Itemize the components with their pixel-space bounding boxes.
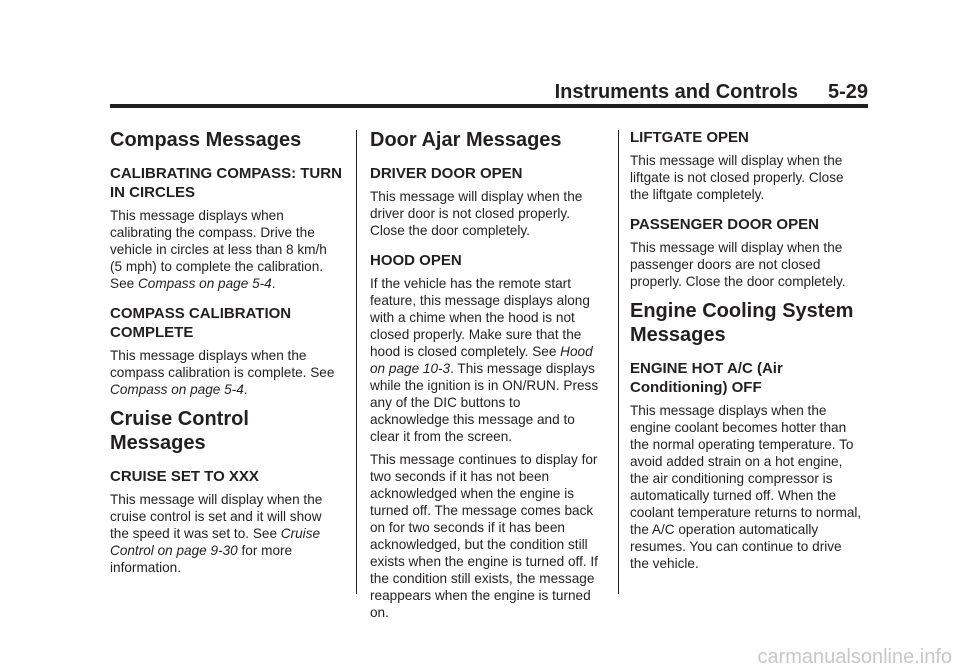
column-3 — [630, 120, 862, 578]
compass-page-link[interactable]: Compass on page 5-4 — [137, 276, 272, 291]
hood-open-text-continued: This message continues to display for two seconds if it has not been acknowledged when the engine is turned off. The message comes back on for two seconds if it has been acknowledged, but the condition still exists when the engine is turned off. If the condition still exists, the message reappears when the engine is turned on. — [370, 452, 598, 620]
cruise-set-heading: CRUISE SET TO XXX — [110, 468, 259, 485]
engine-cooling-messages-heading: Engine Cooling System Messages — [630, 300, 854, 346]
column-2 — [370, 120, 602, 627]
calibration-complete-text: This message displays when the compass calibration is complete. See Compass on page 5-4. — [110, 348, 335, 397]
header-rule — [110, 104, 868, 108]
calibration-complete-heading: COMPASS CALIBRATION COMPLETE — [110, 305, 292, 341]
calibrating-compass-heading: CALIBRATING COMPASS: TURN IN CIRCLES — [110, 165, 342, 201]
hood-open-heading: HOOD OPEN — [370, 252, 462, 269]
door-ajar-messages-heading: Door Ajar Messages — [370, 129, 562, 151]
page-header — [110, 80, 868, 104]
section-title: Instruments and Controls — [554, 81, 798, 103]
column-divider — [356, 130, 357, 594]
cruise-set-text: This message will display when the cruise control is set and it will show the speed it was set to. See Cruise Control on page 9-30 for more information. — [110, 492, 323, 575]
compass-page-link[interactable]: Compass on page 5-4 — [110, 382, 244, 397]
watermark: carmanualsonline.info — [757, 646, 952, 668]
liftgate-open-heading: LIFTGATE OPEN — [630, 129, 749, 146]
engine-hot-ac-off-text: This message displays when the engine coolant becomes hotter than the normal operating temperature. To avoid added strain on a hot engine, the air conditioning compressor is automatically turned off. When the coolant temperature returns to normal, the A/C operation automatically resumes. You can continue to drive the vehicle. — [630, 403, 862, 571]
cruise-control-messages-heading: Cruise Control Messages — [110, 408, 249, 454]
cruise-control-page-link[interactable]: Cruise Control on page 9-30 — [110, 526, 321, 558]
hood-open-text: If the vehicle has the remote start feature, this message displays along with a chime when the hood is not closed properly. Make sure that the hood is closed completely. See Hood on page 10-3. This message displays while the ignition is in ON/RUN. Press any of the DIC buttons to acknowledge this message and to clear it from the screen. — [370, 276, 599, 444]
engine-hot-ac-off-heading: ENGINE HOT A/C (Air Conditioning) OFF — [630, 360, 783, 396]
column-divider — [618, 130, 619, 594]
calibrating-compass-text: This message displays when calibrating the compass. Drive the vehicle in circles at less than 8 km/h (5 mph) to complete the calibration. See Compass on page 5-4. — [110, 208, 327, 291]
liftgate-open-text: This message will display when the liftgate is not closed properly. Close the liftgate completely. — [630, 153, 844, 202]
hood-page-link[interactable]: Hood on page 10-3 — [370, 344, 593, 376]
driver-door-open-text: This message will display when the driver door is not closed properly. Close the door completely. — [370, 189, 583, 238]
passenger-door-open-heading: PASSENGER DOOR OPEN — [630, 216, 819, 233]
compass-messages-heading: Compass Messages — [110, 129, 302, 151]
passenger-door-open-text: This message will display when the passenger doors are not closed properly. Close the door completely. — [630, 240, 846, 289]
driver-door-open-heading: DRIVER DOOR OPEN — [370, 165, 523, 182]
page-number: 5-29 — [827, 81, 868, 103]
column-1 — [110, 120, 342, 582]
